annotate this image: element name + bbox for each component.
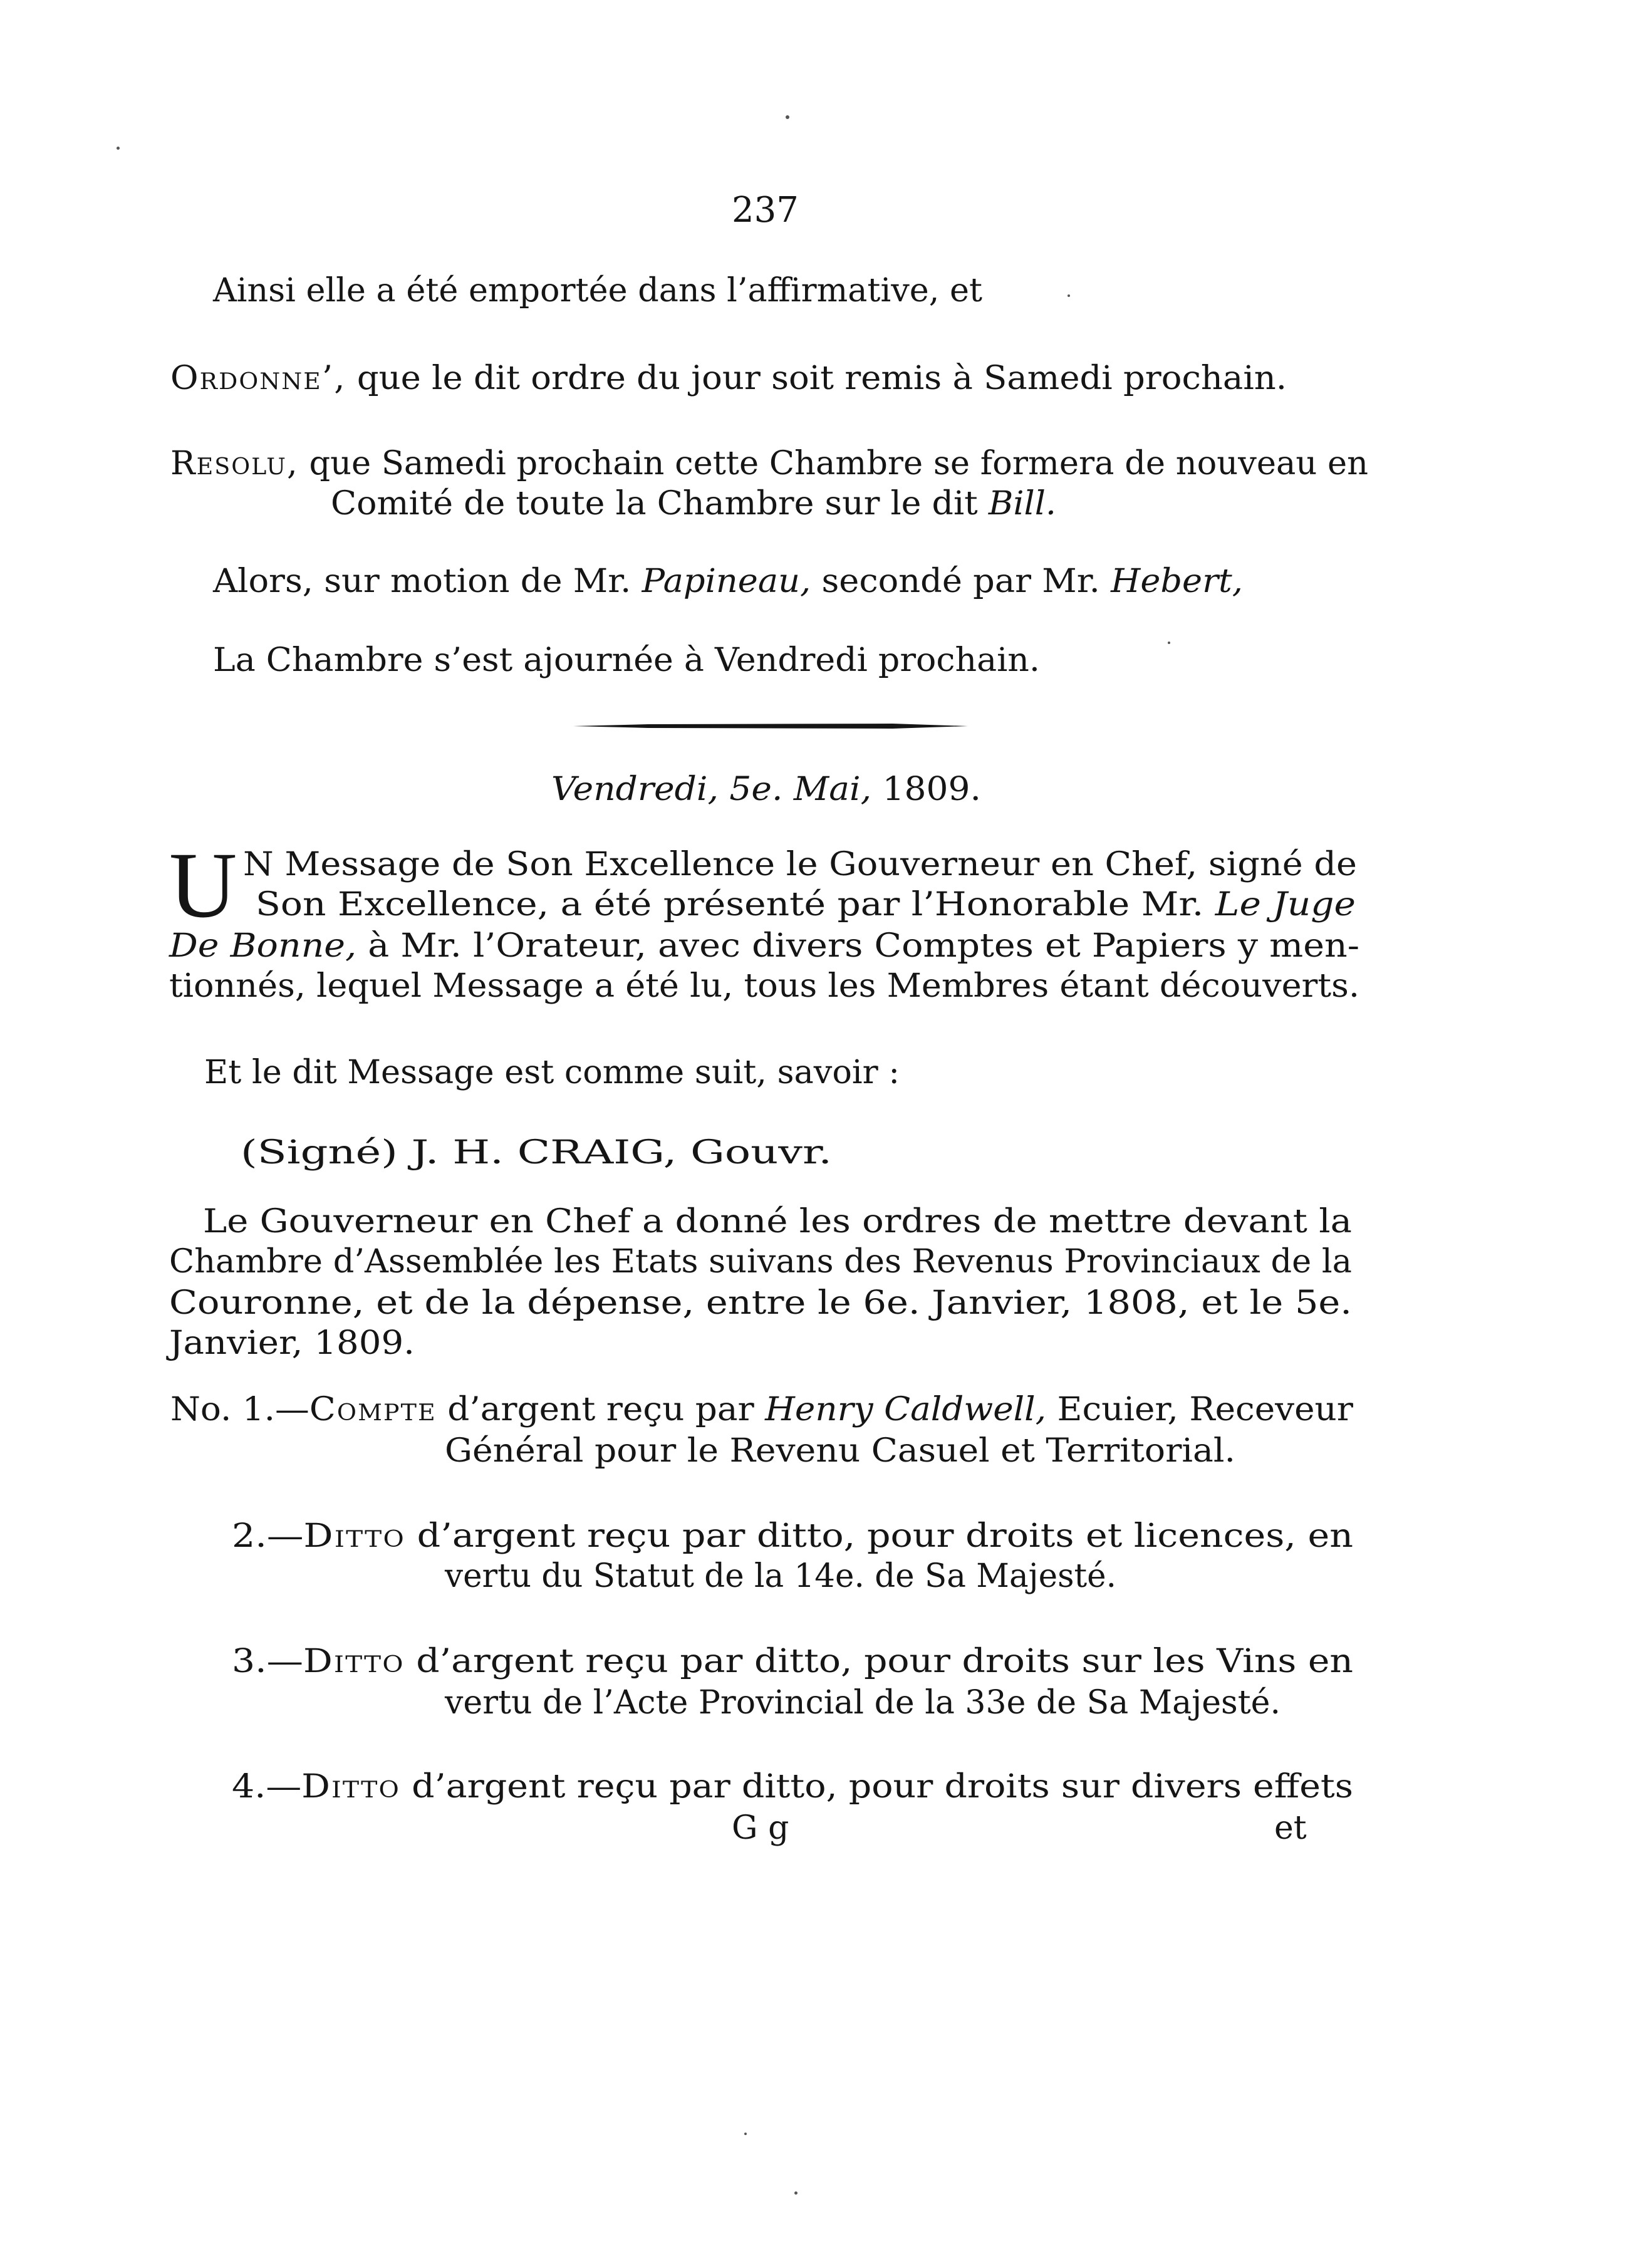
page-number: 237: [732, 190, 799, 231]
session-date: Vendredi, 5e. Mai, 1809.: [551, 771, 981, 808]
scan-speck: [1168, 642, 1170, 644]
list-item: No. 1.—Compte d’argent reçu par Henry Caldwell, Ecuier, Receveur: [170, 1391, 1353, 1428]
text-line: Alors, sur motion de Mr. Papineau, secondé par Mr. Hebert,: [213, 563, 1243, 600]
signature-mark: G g: [732, 1809, 789, 1847]
text-line: Ordonne’, que le dit ordre du jour soit remis à Samedi prochain.: [170, 360, 1287, 397]
text-line: Ainsi elle a été emportée dans l’affirmative, et: [213, 272, 982, 309]
scan-speck: [744, 2133, 747, 2135]
text-line: tionnés, lequel Message a été lu, tous les Membres étant découverts.: [169, 967, 1359, 1005]
scan-speck: [786, 115, 789, 119]
list-item-continuation: vertu de l’Acte Provincial de la 33e de Sa Majesté.: [445, 1684, 1281, 1722]
text-line: Chambre d’Assemblée les Etats suivans des Revenus Provinciaux de la: [169, 1243, 1352, 1281]
text-line: Et le dit Message est comme suit, savoir :: [204, 1054, 900, 1091]
text-line: N Message de Son Excellence le Gouverneur en Chef, signé de: [243, 846, 1357, 883]
text-line: De Bonne, à Mr. l’Orateur, avec divers Comptes et Papiers y men-: [169, 927, 1359, 965]
scan-speck: [1068, 294, 1070, 297]
signature-line: (Signé) J. H. CRAIG, Gouvr.: [241, 1134, 832, 1172]
text-line: La Chambre s’est ajournée à Vendredi prochain.: [213, 642, 1040, 679]
text-line: Le Gouverneur en Chef a donné les ordres de mettre devant la: [203, 1203, 1352, 1240]
text-line: Couronne, et de la dépense, entre le 6e. Janvier, 1808, et le 5e.: [169, 1284, 1352, 1322]
text-line: Son Excellence, a été présenté par l’Honorable Mr. Le Juge: [256, 886, 1356, 923]
ordonne-heading: Ordonne’,: [170, 360, 346, 397]
text-line: Comité de toute la Chambre sur le dit Bill.: [331, 485, 1056, 522]
resolu-heading: Resolu,: [170, 445, 299, 482]
list-item: 3.—Ditto d’argent reçu par ditto, pour droits sur les Vins en: [232, 1643, 1353, 1680]
list-item: 2.—Ditto d’argent reçu par ditto, pour droits et licences, en: [232, 1517, 1353, 1555]
catchword: et: [1274, 1809, 1307, 1847]
text-line: Resolu, que Samedi prochain cette Chambre se formera de nouveau en: [170, 445, 1368, 482]
scan-speck: [794, 2191, 797, 2195]
list-item-continuation: vertu du Statut de la 14e. de Sa Majesté.: [445, 1557, 1116, 1595]
section-rule: [573, 723, 968, 729]
list-item: 4.—Ditto d’argent reçu par ditto, pour droits sur divers effets: [232, 1768, 1353, 1806]
list-item-continuation: Général pour le Revenu Casuel et Territorial.: [445, 1432, 1235, 1470]
drop-cap: U: [169, 833, 237, 937]
scan-speck: [117, 147, 120, 150]
text-line: Janvier, 1809.: [169, 1324, 415, 1362]
